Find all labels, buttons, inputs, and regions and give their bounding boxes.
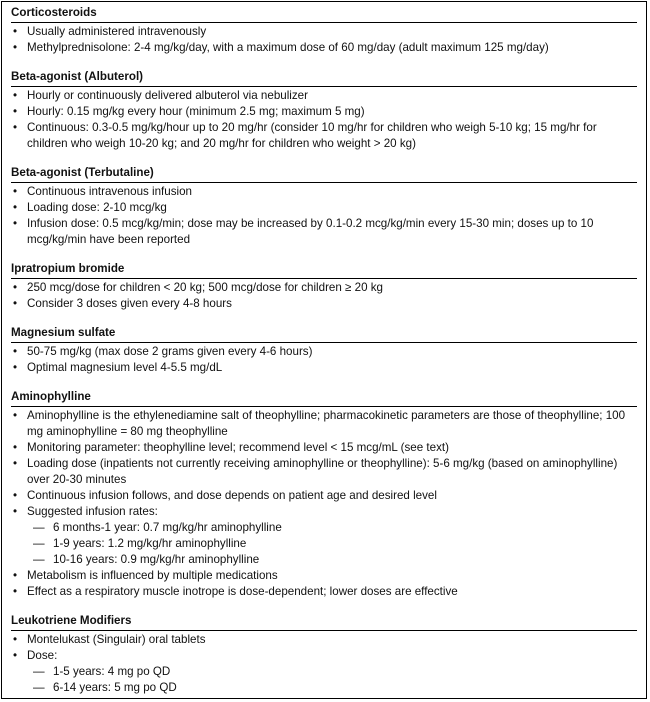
bullet-text: Hourly or continuously delivered albuterol via nebulizer	[27, 89, 308, 102]
bullet-item	[11, 216, 637, 248]
bullet-text: Loading dose: 2-10 mcg/kg	[27, 201, 167, 214]
section-heading: Beta-agonist (Albuterol)	[11, 69, 637, 87]
bullet-text: Effect as a respiratory muscle inotrope is dose-dependent; lower doses are effective	[27, 585, 458, 598]
bullet-icon: •	[13, 297, 18, 310]
bullet-item	[11, 440, 637, 456]
section-aminophylline	[11, 389, 637, 600]
bullet-item	[11, 632, 637, 648]
bullet-icon: •	[13, 217, 18, 230]
sub-item	[11, 680, 637, 696]
bullet-item	[11, 360, 637, 376]
bullet-item	[11, 184, 637, 200]
bullet-text: Montelukast (Singulair) oral tablets	[27, 633, 206, 646]
bullet-icon: •	[13, 25, 18, 38]
section-heading: Corticosteroids	[11, 5, 637, 23]
bullet-icon: •	[13, 569, 18, 582]
bullet-text: Suggested infusion rates:	[27, 505, 158, 518]
section-ipratropium-bromide	[11, 261, 637, 312]
bullet-text: Continuous intravenous infusion	[27, 185, 192, 198]
sub-item	[11, 664, 637, 680]
dash-icon: —	[33, 553, 45, 566]
bullet-icon: •	[13, 649, 18, 662]
bullet-item	[11, 408, 637, 440]
bullet-text: Optimal magnesium level 4-5.5 mg/dL	[27, 361, 223, 374]
bullet-item	[11, 296, 637, 312]
sub-item-text: 6 months-1 year: 0.7 mg/kg/hr aminophylline	[53, 521, 282, 534]
section-heading: Ipratropium bromide	[11, 261, 637, 279]
bullet-icon: •	[13, 489, 18, 502]
bullet-icon: •	[13, 201, 18, 214]
sub-item	[11, 552, 637, 568]
bullet-text: Aminophylline is the ethylenediamine salt of theophylline; pharmacokinetic parameters are those of theophylline; 100 mg aminophylline = 80 mg theophylline	[27, 409, 626, 438]
section-heading: Leukotriene Modifiers	[11, 613, 637, 631]
sub-item-text: 6-14 years: 5 mg po QD	[53, 681, 177, 694]
bullet-text: 50-75 mg/kg (max dose 2 grams given every 4-6 hours)	[27, 345, 313, 358]
bullet-text: Continuous: 0.3-0.5 mg/kg/hour up to 20 mg/hr (consider 10 mg/hr for children who weigh 5-10 kg; 15 mg/hr for children who weigh 10-20 kg; and 20 mg/hr for children who weight > 20 kg)	[27, 121, 597, 150]
bullet-text: Usually administered intravenously	[27, 25, 207, 38]
bullet-item	[11, 280, 637, 296]
bullet-icon: •	[13, 457, 18, 470]
bullet-text: 250 mcg/dose for children < 20 kg; 500 mcg/dose for children ≥ 20 kg	[27, 281, 383, 294]
bullet-icon: •	[13, 633, 18, 646]
dash-icon: —	[33, 521, 45, 534]
bullet-item	[11, 40, 637, 56]
dosing-table	[1, 1, 647, 699]
section-corticosteroids	[11, 5, 637, 56]
section-leukotriene-modifiers	[11, 613, 637, 696]
dash-icon: —	[33, 681, 45, 694]
bullet-icon: •	[13, 281, 18, 294]
bullet-icon: •	[13, 409, 18, 422]
sub-item-text: 1-9 years: 1.2 mg/kg/hr aminophylline	[53, 537, 247, 550]
bullet-item	[11, 104, 637, 120]
bullet-item	[11, 200, 637, 216]
section-beta-agonist-albuterol	[11, 69, 637, 152]
section-heading: Aminophylline	[11, 389, 637, 407]
bullet-item	[11, 88, 637, 104]
bullet-icon: •	[13, 345, 18, 358]
sub-item	[11, 520, 637, 536]
bullet-item	[11, 120, 637, 152]
bullet-icon: •	[13, 361, 18, 374]
bullet-text: Dose:	[27, 649, 58, 662]
bullet-item	[11, 456, 637, 488]
sub-item	[11, 536, 637, 552]
bullet-item	[11, 24, 637, 40]
bullet-icon: •	[13, 41, 18, 54]
bullet-icon: •	[13, 89, 18, 102]
bullet-item	[11, 488, 637, 504]
section-heading: Magnesium sulfate	[11, 325, 637, 343]
bullet-item	[11, 344, 637, 360]
bullet-text: Metabolism is influenced by multiple medications	[27, 569, 278, 582]
dash-icon: —	[33, 537, 45, 550]
section-heading: Beta-agonist (Terbutaline)	[11, 165, 637, 183]
dash-icon: —	[33, 665, 45, 678]
bullet-icon: •	[13, 121, 18, 134]
bullet-text: Continuous infusion follows, and dose depends on patient age and desired level	[27, 489, 437, 502]
sub-item-text: 10-16 years: 0.9 mg/kg/hr aminophylline	[53, 553, 260, 566]
bullet-item	[11, 648, 637, 664]
bullet-item	[11, 504, 637, 520]
bullet-text: Infusion dose: 0.5 mcg/kg/min; dose may be increased by 0.1-0.2 mcg/kg/min every 15-30 min; doses up to 10 mcg/kg/min have been reported	[27, 217, 594, 246]
bullet-text: Monitoring parameter: theophylline level; recommend level < 15 mcg/mL (see text)	[27, 441, 449, 454]
bullet-item	[11, 568, 637, 584]
bullet-text: Hourly: 0.15 mg/kg every hour (minimum 2.5 mg; maximum 5 mg)	[27, 105, 365, 118]
bullet-icon: •	[13, 505, 18, 518]
bullet-icon: •	[13, 105, 18, 118]
sub-item-text: 1-5 years: 4 mg po QD	[53, 665, 171, 678]
bullet-text: Loading dose (inpatients not currently receiving aminophylline or theophylline): 5-6 mg/kg (based on aminophylline) over 20-30 minutes	[27, 457, 618, 486]
section-magnesium-sulfate	[11, 325, 637, 376]
bullet-text: Methylprednisolone: 2-4 mg/kg/day, with a maximum dose of 60 mg/day (adult maximum 125 mg/day)	[27, 41, 549, 54]
bullet-icon: •	[13, 185, 18, 198]
bullet-icon: •	[13, 585, 18, 598]
bullet-item	[11, 584, 637, 600]
bullet-icon: •	[13, 441, 18, 454]
bullet-text: Consider 3 doses given every 4-8 hours	[27, 297, 232, 310]
section-beta-agonist-terbutaline	[11, 165, 637, 248]
